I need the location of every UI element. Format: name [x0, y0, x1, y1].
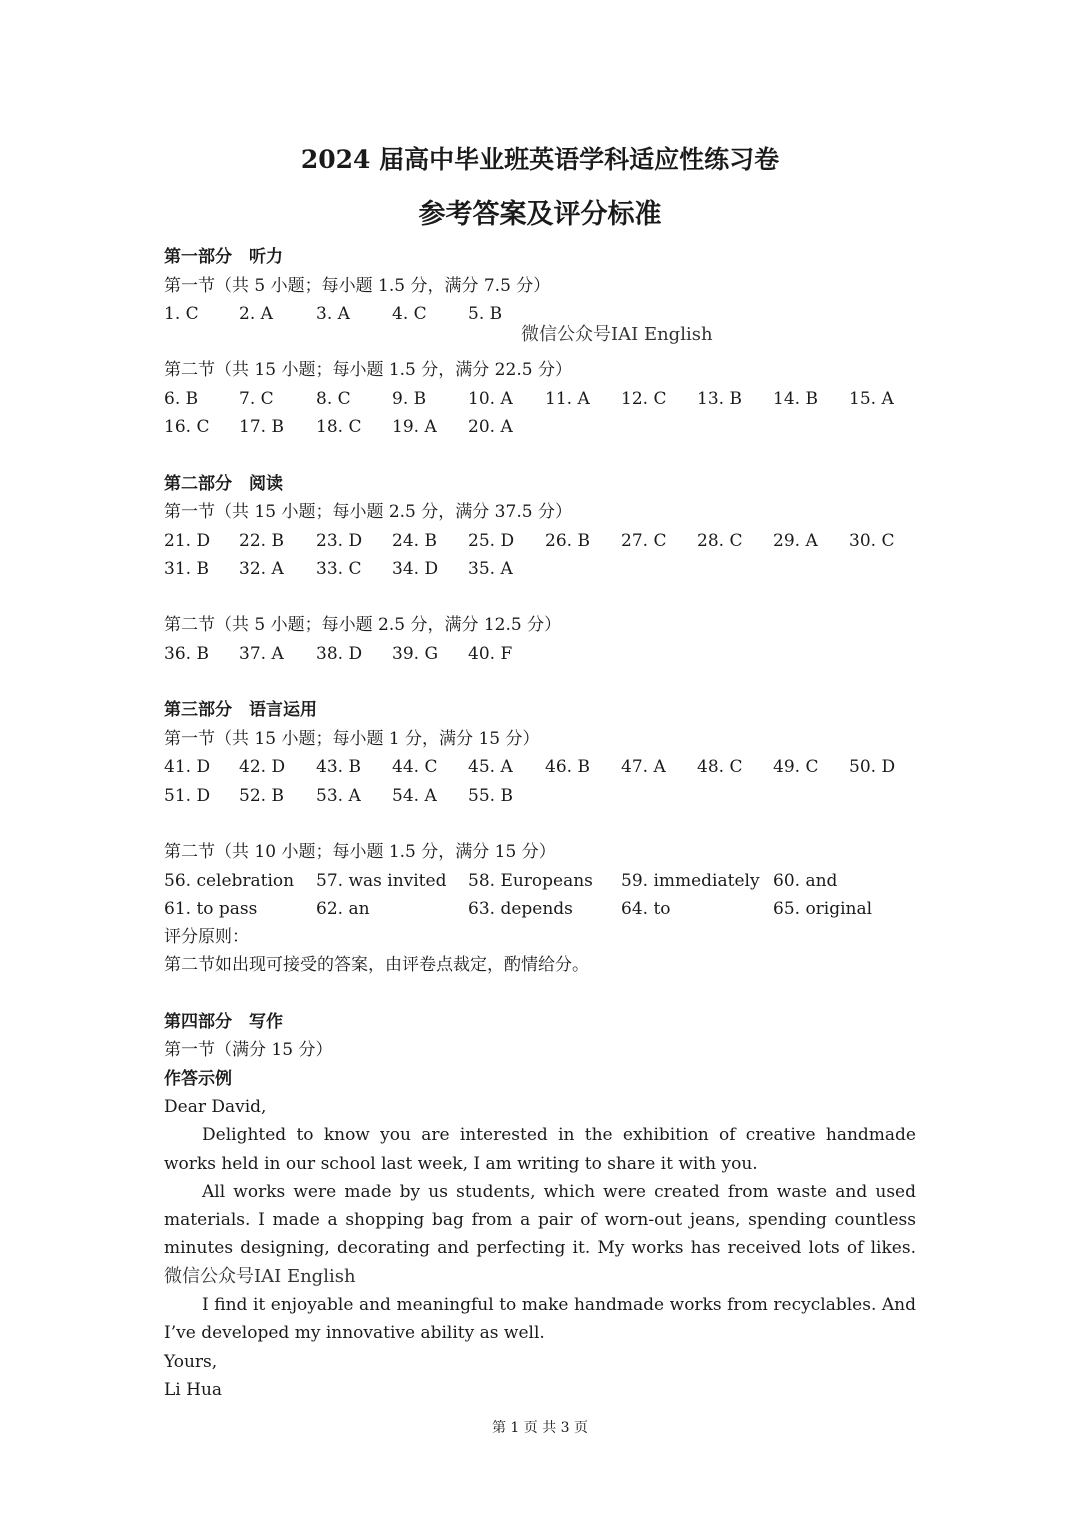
- part3-sec1-label: 第一节（共 15 小题；每小题 1 分，满分 15 分）: [164, 729, 540, 749]
- answer: 18. C: [316, 417, 362, 437]
- answer: 26. B: [545, 531, 590, 551]
- answer: 6. B: [164, 389, 199, 409]
- sample-answer-label: 作答示例: [164, 1069, 232, 1089]
- answer: 29. A: [773, 531, 818, 551]
- scoring-principle-text: 第二节如出现可接受的答案，由评卷点裁定，酌情给分。: [164, 955, 589, 975]
- part3-heading: 第三部分 语言运用: [164, 700, 317, 720]
- part3-sec2-label: 第二节（共 10 小题；每小题 1.5 分，满分 15 分）: [164, 842, 556, 862]
- answer: 59. immediately: [621, 871, 760, 891]
- answer: 13. B: [697, 389, 742, 409]
- answer: 3. A: [316, 304, 350, 324]
- part1-sec1-label: 第一节（共 5 小题；每小题 1.5 分，满分 7.5 分）: [164, 276, 551, 296]
- answer: 15. A: [849, 389, 894, 409]
- answer: 48. C: [697, 757, 743, 777]
- answer: 30. C: [849, 531, 895, 551]
- part2-sec2-label: 第二节（共 5 小题；每小题 2.5 分，满分 12.5 分）: [164, 615, 562, 635]
- sample-essay: [164, 1093, 916, 1404]
- answer: 58. Europeans: [468, 871, 593, 891]
- answer: 4. C: [392, 304, 427, 324]
- document-title: 2024 届高中毕业班英语学科适应性练习卷: [300, 145, 780, 174]
- answer: 41. D: [164, 757, 211, 777]
- answer: 45. A: [468, 757, 513, 777]
- answer: 38. D: [316, 644, 363, 664]
- answer: 7. C: [239, 389, 274, 409]
- answer: 21. D: [164, 531, 211, 551]
- essay-closing: Yours,: [164, 1351, 218, 1372]
- part2-heading: 第二部分 阅读: [164, 474, 283, 494]
- part1-sec2-label: 第二节（共 15 小题；每小题 1.5 分，满分 22.5 分）: [164, 360, 572, 380]
- answer: 43. B: [316, 757, 361, 777]
- essay-paragraph-text: All works were made by us students, which were created from waste and used materials. I made a shopping bag from a pair of worn-out jeans, spending countless minutes designing, decorating and perfecting it. My works has received lots of likes.: [164, 1181, 916, 1259]
- answer: 24. B: [392, 531, 437, 551]
- answer: 46. B: [545, 757, 590, 777]
- answer: 65. original: [773, 899, 873, 919]
- answer: 36. B: [164, 644, 209, 664]
- answer: 19. A: [392, 417, 437, 437]
- scoring-principle-label: 评分原则：: [164, 927, 249, 947]
- answer: 63. depends: [468, 899, 573, 919]
- answer: 57. was invited: [316, 871, 447, 891]
- answer: 16. C: [164, 417, 210, 437]
- watermark: 微信公众号IAI English: [164, 1265, 356, 1287]
- part2-sec1-label: 第一节（共 15 小题；每小题 2.5 分，满分 37.5 分）: [164, 502, 572, 522]
- answer: 54. A: [392, 786, 437, 806]
- answer: 32. A: [239, 559, 284, 579]
- answer: 47. A: [621, 757, 666, 777]
- answer: 55. B: [468, 786, 513, 806]
- answer: 12. C: [621, 389, 667, 409]
- answer: 33. C: [316, 559, 362, 579]
- answer: 8. C: [316, 389, 351, 409]
- answer: 10. A: [468, 389, 513, 409]
- answer: 1. C: [164, 304, 199, 324]
- essay-paragraph: [164, 1178, 916, 1291]
- answer: 9. B: [392, 389, 427, 409]
- essay-signature: Li Hua: [164, 1379, 223, 1400]
- answer: 5. B: [468, 304, 503, 324]
- answer: 52. B: [239, 786, 284, 806]
- answer: 62. an: [316, 899, 370, 919]
- answer: 23. D: [316, 531, 363, 551]
- answer: 61. to pass: [164, 899, 258, 919]
- answer: 2. A: [239, 304, 273, 324]
- answer: 53. A: [316, 786, 361, 806]
- answer: 14. B: [773, 389, 818, 409]
- answer: 20. A: [468, 417, 513, 437]
- document-subtitle: 参考答案及评分标准: [418, 199, 662, 230]
- answer: 11. A: [545, 389, 590, 409]
- answer: 40. F: [468, 644, 513, 664]
- answer: 34. D: [392, 559, 439, 579]
- answer: 37. A: [239, 644, 284, 664]
- answer: 22. B: [239, 531, 284, 551]
- part1-heading: 第一部分 听力: [164, 247, 283, 267]
- answer: 28. C: [697, 531, 743, 551]
- answer: 31. B: [164, 559, 209, 579]
- answer: 27. C: [621, 531, 667, 551]
- answer: 49. C: [773, 757, 819, 777]
- answer: 51. D: [164, 786, 211, 806]
- part4-sec1-label: 第一节（满分 15 分）: [164, 1040, 333, 1060]
- answer: 42. D: [239, 757, 286, 777]
- answer: 25. D: [468, 531, 515, 551]
- page-footer: 第 1 页 共 3 页: [491, 1420, 589, 1436]
- essay-paragraph: I find it enjoyable and meaningful to make handmade works from recyclables. And I’ve developed my innovative ability as well.: [164, 1295, 916, 1344]
- essay-greeting: Dear David,: [164, 1097, 267, 1117]
- answer: 44. C: [392, 757, 438, 777]
- part4-heading: 第四部分 写作: [164, 1012, 283, 1032]
- answer: 50. D: [849, 757, 896, 777]
- answer: 64. to: [621, 899, 671, 919]
- answer: 56. celebration: [164, 871, 295, 891]
- essay-paragraph: Delighted to know you are interested in the exhibition of creative handmade works held in our school last week, I am writing to share it with you.: [164, 1125, 916, 1174]
- answer: 17. B: [239, 417, 284, 437]
- answer: 60. and: [773, 871, 838, 891]
- answer: 39. G: [392, 644, 439, 664]
- answer: 35. A: [468, 559, 513, 579]
- watermark: 微信公众号IAI English: [521, 324, 713, 345]
